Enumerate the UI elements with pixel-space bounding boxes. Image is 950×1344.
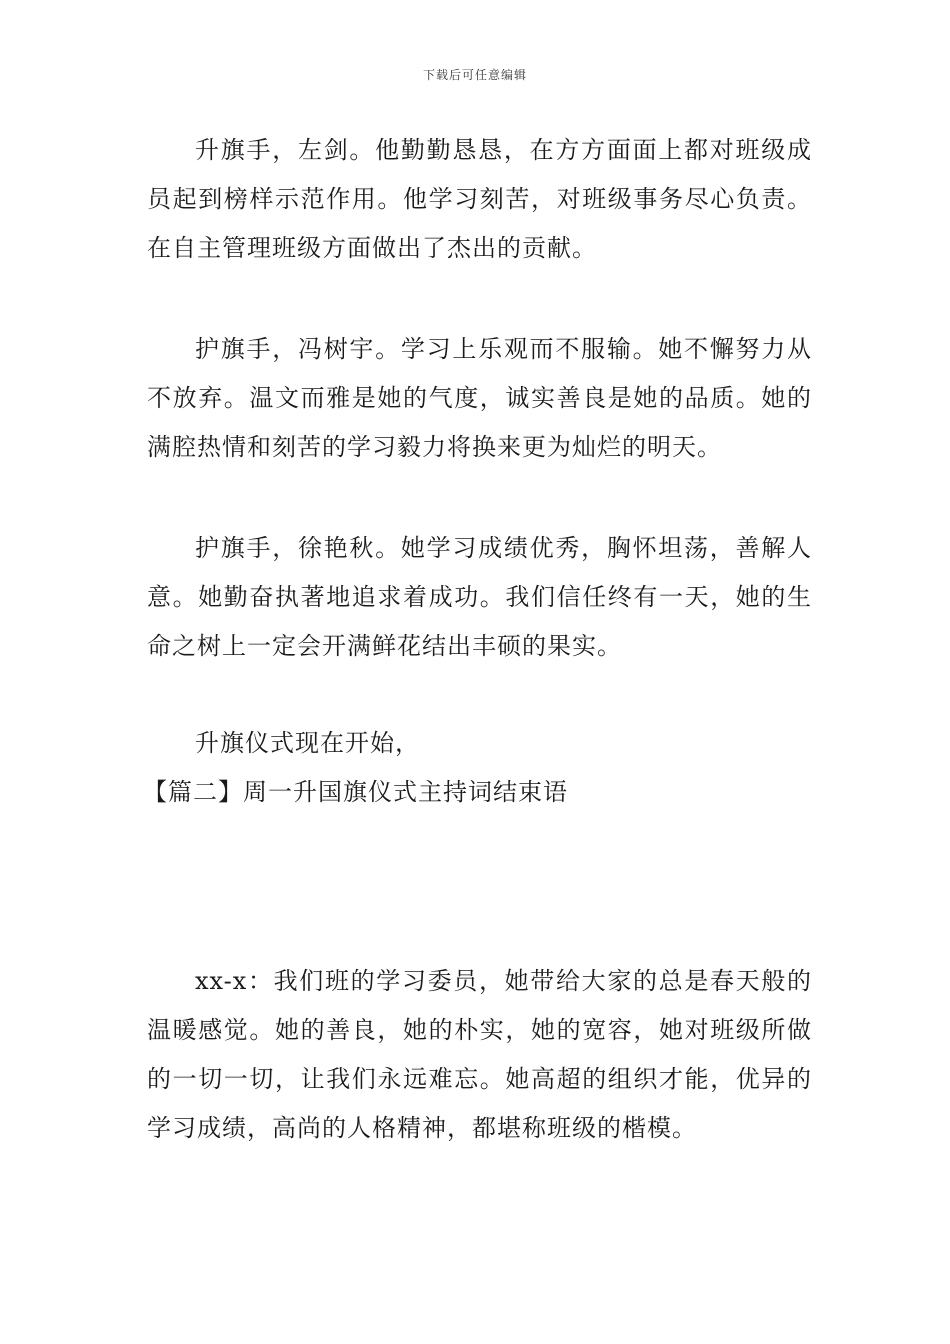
- paragraph-study-committee: xx-x：我们班的学习委员，她带给大家的总是春天般的温暖感觉。她的善良，她的朴实，她的宽容，她对班级所做的一切一切，让我们永远难忘。她高超的组织才能，优异的学习成绩，高尚的人格精神，都堪称班级的楷模。: [147, 967, 812, 1142]
- paragraph-flag-guard-2: 护旗手，徐艳秋。她学习成绩优秀，胸怀坦荡，善解人意。她勤奋执著地追求着成功。我们信任终有一天，她的生命之树上一定会开满鲜花结出丰硕的果实。: [147, 534, 812, 660]
- paragraph-ceremony-start: 升旗仪式现在开始，: [195, 729, 420, 757]
- header-note: 下载后可任意编辑: [422, 68, 527, 82]
- section-heading: 【篇二】周一升国旗仪式主持词结束语: [143, 778, 568, 806]
- paragraph-gap: [147, 472, 812, 524]
- paragraph-flag-guard-1: 护旗手，冯树宇。学习上乐观而不服输。她不懈努力从不放弃。温文而雅是她的气度，诚实善良是她的品质。她的满腔热情和刻苦的学习毅力将换来更为灿烂的明天。: [147, 335, 812, 461]
- paragraph-gap: [147, 273, 812, 325]
- document-body: [143, 126, 812, 1153]
- section-gap: [147, 821, 812, 957]
- paragraph-gap: [147, 671, 812, 723]
- paragraph-flag-raiser: 升旗手，左剑。他勤勤恳恳，在方方面面上都对班级成员起到榜样示范作用。他学习刻苦，对班级事务尽心负责。在自主管理班级方面做出了杰出的贡献。: [147, 136, 812, 262]
